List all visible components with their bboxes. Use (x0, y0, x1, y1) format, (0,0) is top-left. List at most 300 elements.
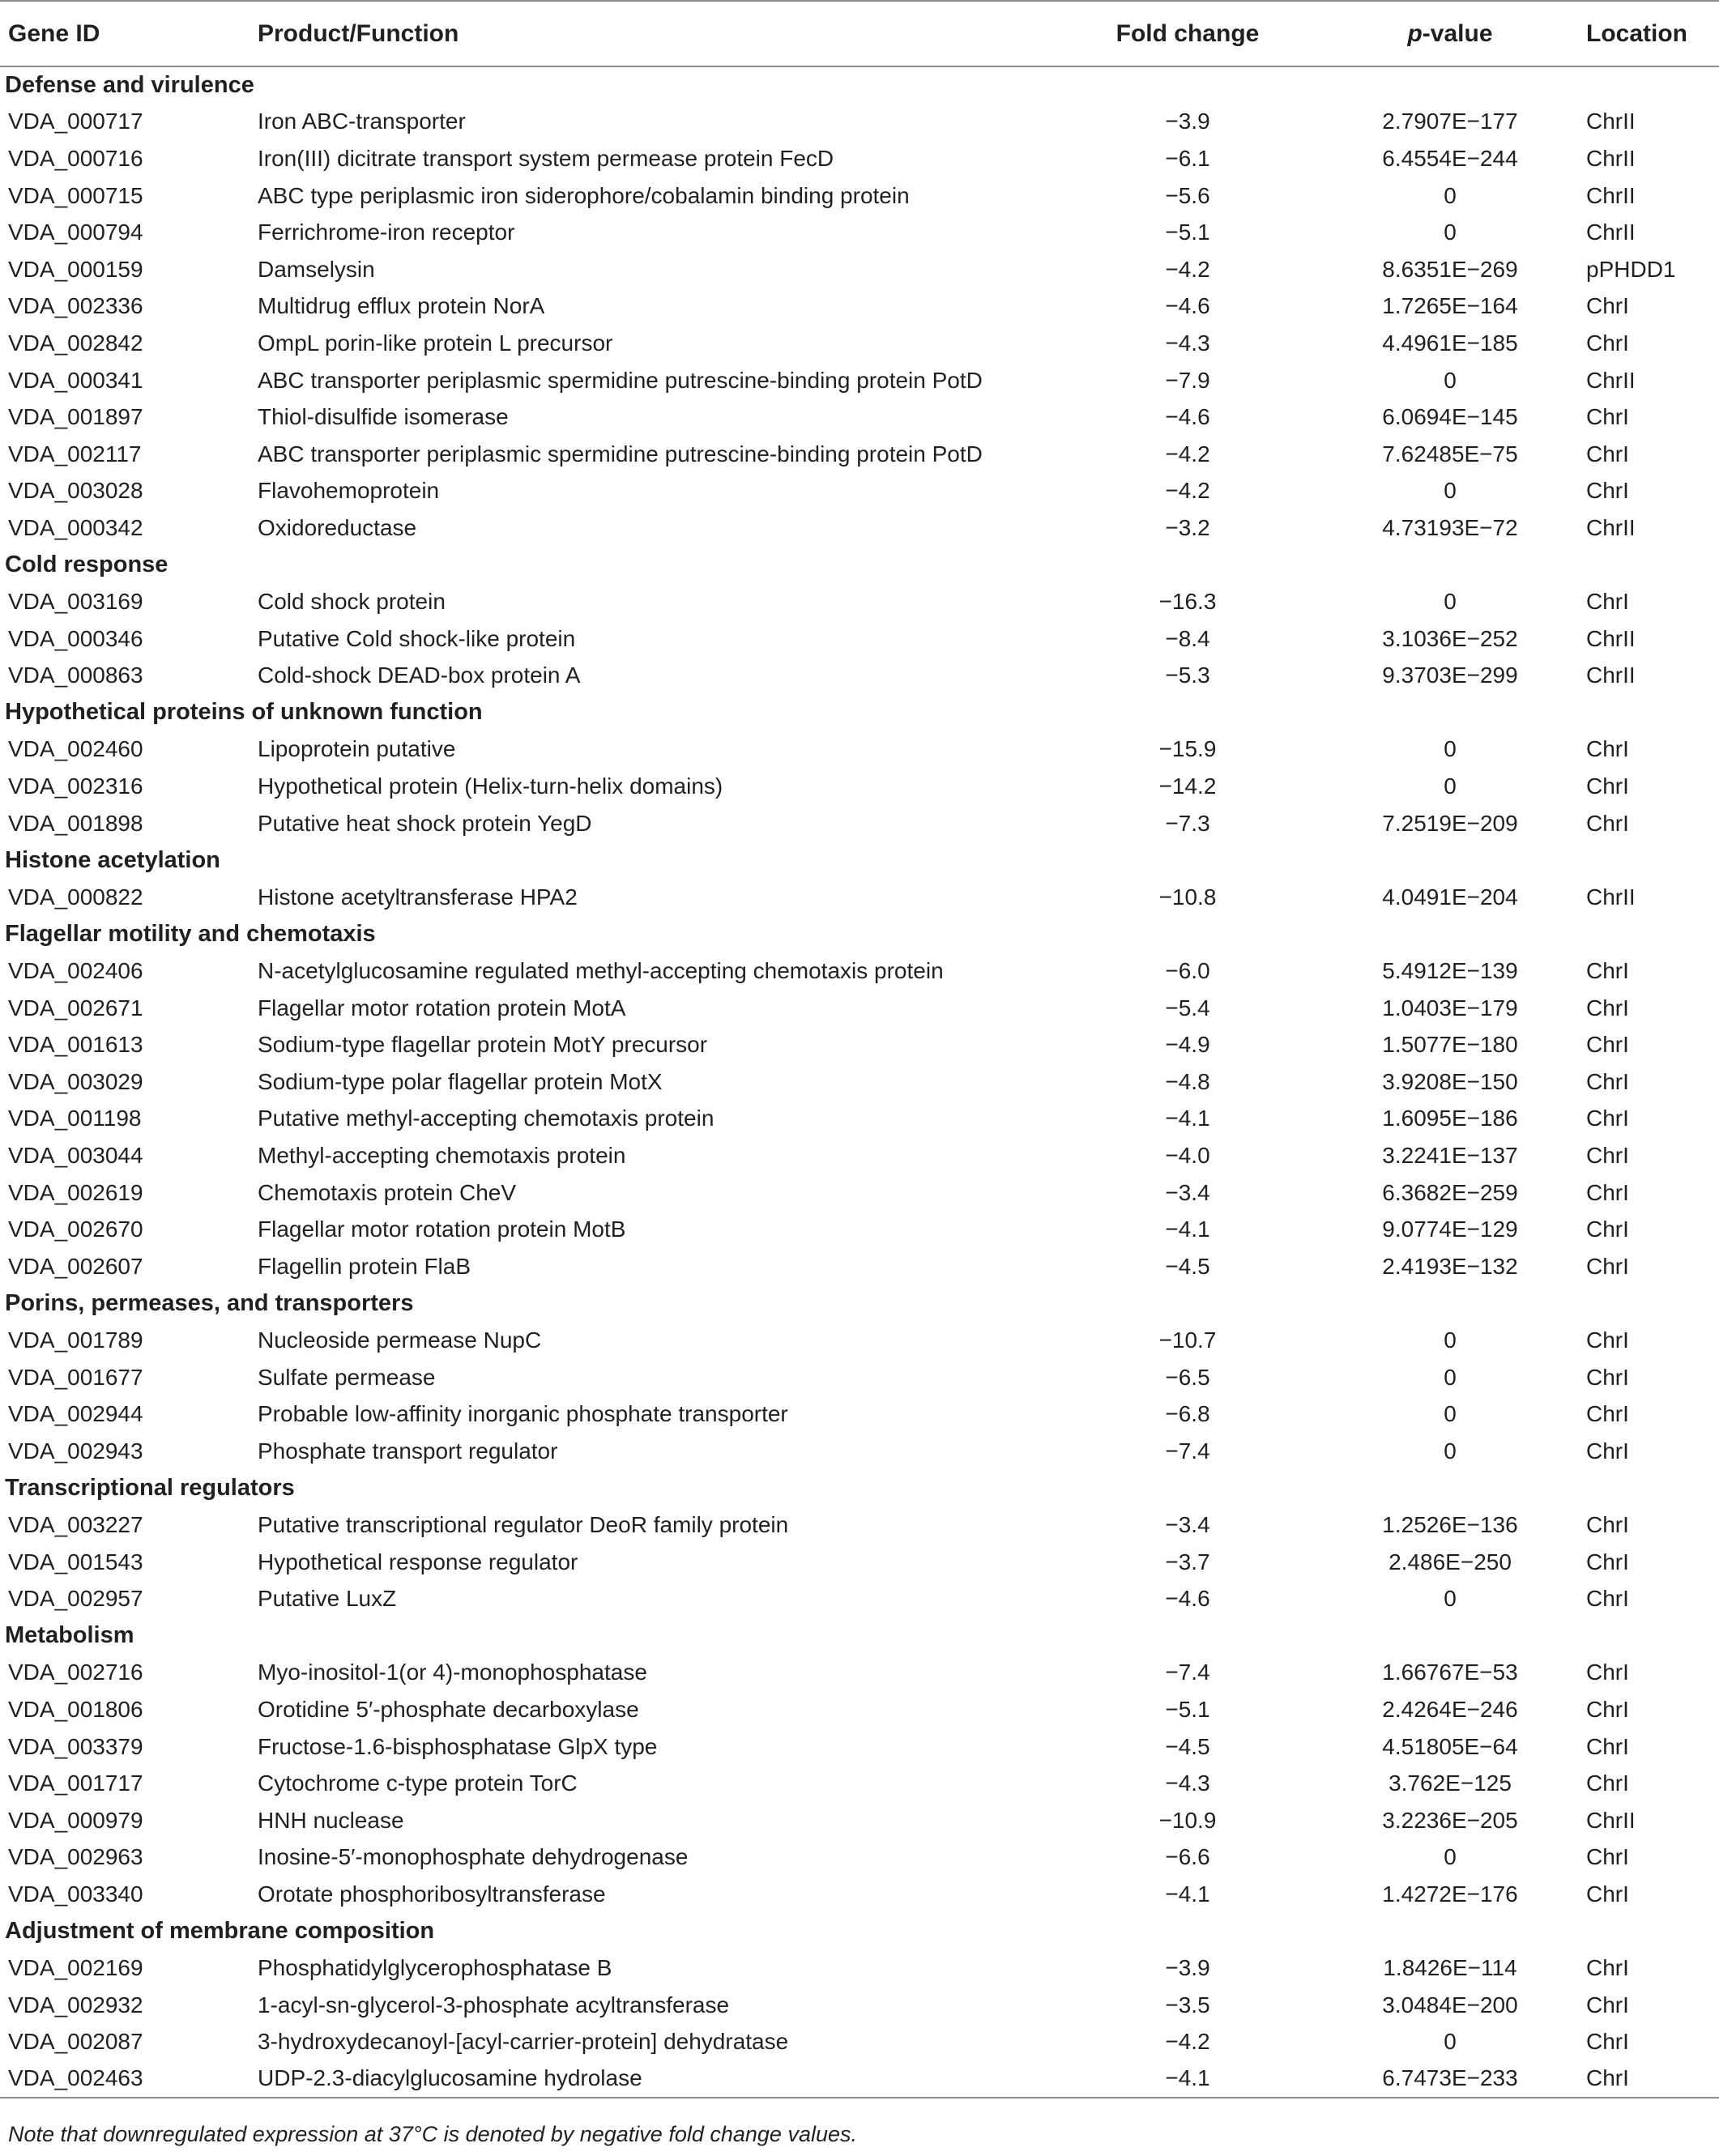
table-row (0, 2023, 1719, 2060)
cell-p-value: 0 (1444, 1586, 1457, 1612)
cell-p-value: 9.0774E−129 (1382, 1216, 1518, 1242)
cell-location: ChrI (1586, 1733, 1629, 1759)
cell-p-value: 3.1036E−252 (1382, 625, 1518, 651)
cell-gene-id: VDA_002460 (8, 736, 143, 762)
cell-location: ChrI (1586, 958, 1629, 984)
cell-location: ChrI (1586, 404, 1629, 430)
cell-product-function: Lipoprotein putative (258, 736, 456, 762)
cell-product-function: Phosphate transport regulator (258, 1438, 558, 1464)
cell-fold-change: −15.9 (1158, 736, 1217, 762)
cell-location: ChrI (1586, 773, 1629, 799)
table-row (0, 1876, 1719, 1913)
cell-p-value: 0 (1444, 773, 1457, 799)
cell-product-function: HNH nuclease (258, 1807, 404, 1833)
cell-gene-id: VDA_000794 (8, 219, 143, 245)
table-row (0, 473, 1719, 510)
table-row (0, 731, 1719, 769)
cell-p-value: 4.51805E−64 (1382, 1733, 1518, 1759)
cell-gene-id: VDA_001789 (8, 1327, 143, 1353)
cell-gene-id: VDA_000716 (8, 145, 143, 171)
table-row (0, 1359, 1719, 1396)
table-row (0, 104, 1719, 141)
cell-location: ChrI (1586, 1511, 1629, 1537)
cell-location: ChrI (1586, 293, 1629, 319)
cell-fold-change: −4.0 (1165, 1143, 1210, 1169)
cell-fold-change: −4.5 (1165, 1733, 1210, 1759)
cell-product-function: ABC type periplasmic iron siderophore/cobalamin binding protein (258, 182, 910, 208)
table-row (0, 1248, 1719, 1285)
cell-product-function: Fructose-1.6-bisphosphatase GlpX type (258, 1733, 658, 1759)
cell-location: ChrII (1586, 514, 1636, 540)
cell-gene-id: VDA_003169 (8, 589, 143, 615)
cell-location: ChrI (1586, 1881, 1629, 1907)
header-location: Location (1580, 1, 1719, 66)
cell-location: ChrI (1586, 1660, 1629, 1685)
cell-p-value: 0 (1444, 589, 1457, 615)
cell-product-function: Flagellar motor rotation protein MotA (258, 995, 626, 1020)
cell-gene-id: VDA_002607 (8, 1253, 143, 1279)
section-row (0, 842, 1719, 879)
cell-p-value: 3.9208E−150 (1382, 1068, 1518, 1094)
cell-fold-change: −3.7 (1165, 1549, 1210, 1574)
cell-product-function: Putative LuxZ (258, 1586, 397, 1612)
cell-fold-change: −4.3 (1165, 1770, 1210, 1796)
section-title: Metabolism (5, 1622, 134, 1649)
cell-p-value: 0 (1444, 736, 1457, 762)
table-row (0, 436, 1719, 473)
cell-fold-change: −4.2 (1165, 441, 1210, 467)
cell-location: ChrI (1586, 995, 1629, 1020)
cell-gene-id: VDA_002670 (8, 1216, 143, 1242)
cell-p-value: 1.66767E−53 (1382, 1660, 1518, 1685)
cell-p-value: 6.0694E−145 (1382, 404, 1518, 430)
cell-fold-change: −4.3 (1165, 330, 1210, 356)
cell-product-function: Multidrug efflux protein NorA (258, 293, 545, 319)
section-row (0, 1913, 1719, 1950)
cell-location: ChrI (1586, 1364, 1629, 1390)
cell-p-value: 1.0403E−179 (1382, 995, 1518, 1020)
cell-p-value: 0 (1444, 182, 1457, 208)
section-title: Adjustment of membrane composition (5, 1917, 435, 1944)
cell-p-value: 2.4193E−132 (1382, 1253, 1518, 1279)
cell-gene-id: VDA_003044 (8, 1143, 143, 1169)
cell-fold-change: −3.4 (1165, 1511, 1210, 1537)
cell-p-value: 1.8426E−114 (1383, 1955, 1517, 1981)
cell-product-function: Cold shock protein (258, 589, 446, 615)
cell-gene-id: VDA_000979 (8, 1807, 143, 1833)
cell-p-value: 0 (1444, 1327, 1457, 1353)
header-p-value-suffix: -value (1422, 19, 1493, 47)
cell-fold-change: −7.4 (1165, 1438, 1210, 1464)
cell-gene-id: VDA_002963 (8, 1844, 143, 1870)
cell-p-value: 3.762E−125 (1388, 1770, 1512, 1796)
table-row (0, 1063, 1719, 1101)
section-title: Histone acetylation (5, 846, 220, 873)
cell-fold-change: −6.8 (1165, 1401, 1210, 1427)
cell-product-function: Cytochrome c-type protein TorC (258, 1770, 578, 1796)
table-row (0, 288, 1719, 326)
cell-product-function: Thiol-disulfide isomerase (258, 404, 509, 430)
cell-gene-id: VDA_002087 (8, 2029, 143, 2055)
cell-product-function: 3-hydroxydecanoyl-[acyl-carrier-protein] dehydratase (258, 2029, 789, 2055)
table-row (0, 509, 1719, 547)
section-row (0, 547, 1719, 584)
cell-fold-change: −5.1 (1165, 219, 1210, 245)
cell-p-value: 4.0491E−204 (1382, 884, 1518, 910)
cell-fold-change: −4.2 (1165, 478, 1210, 504)
table-row (0, 879, 1719, 916)
cell-product-function: Phosphatidylglycerophosphatase B (258, 1955, 612, 1981)
cell-product-function: Iron(III) dicitrate transport system permease protein FecD (258, 145, 834, 171)
cell-fold-change: −4.1 (1165, 1881, 1210, 1907)
cell-gene-id: VDA_003379 (8, 1733, 143, 1759)
cell-p-value: 6.4554E−244 (1382, 145, 1518, 171)
table-row (0, 1655, 1719, 1692)
cell-location: ChrII (1586, 663, 1636, 688)
cell-location: ChrI (1586, 1401, 1629, 1427)
table-row (0, 583, 1719, 620)
cell-p-value: 5.4912E−139 (1382, 958, 1518, 984)
section-row (0, 66, 1719, 104)
cell-p-value: 1.5077E−180 (1382, 1032, 1518, 1058)
cell-p-value: 3.0484E−200 (1382, 1992, 1518, 2018)
table-footnote: Note that downregulated expression at 37°C is denoted by negative fold change values. (8, 2122, 857, 2146)
cell-gene-id: VDA_000342 (8, 514, 143, 540)
cell-p-value: 0 (1444, 2029, 1457, 2055)
cell-product-function: UDP-2.3-diacylglucosamine hydrolase (251, 2060, 1061, 2098)
table-row (0, 1026, 1719, 1063)
cell-gene-id: VDA_001897 (8, 404, 143, 430)
cell-gene-id: VDA_002716 (8, 1660, 143, 1685)
cell-p-value: 7.62485E−75 (1382, 441, 1518, 467)
cell-p-value: 8.6351E−269 (1382, 256, 1518, 282)
cell-fold-change: −6.0 (1165, 958, 1210, 984)
table-row (0, 620, 1719, 658)
cell-gene-id: VDA_000346 (8, 625, 143, 651)
cell-fold-change: −6.5 (1165, 1364, 1210, 1390)
cell-location: ChrII (1586, 219, 1636, 245)
table-row (0, 990, 1719, 1027)
cell-product-function: Orotate phosphoribosyltransferase (258, 1881, 606, 1907)
cell-product-function: Putative heat shock protein YegD (258, 810, 592, 836)
cell-fold-change: −3.9 (1165, 109, 1210, 134)
cell-fold-change: −4.5 (1165, 1253, 1210, 1279)
table-row (0, 1137, 1719, 1174)
cell-fold-change: −7.9 (1165, 367, 1210, 393)
cell-location: ChrII (1586, 1807, 1636, 1833)
header-fold-change: Fold change (1061, 1, 1320, 66)
cell-location: ChrI (1586, 1549, 1629, 1574)
table-header-row (0, 1, 1719, 66)
cell-location: ChrI (1586, 330, 1629, 356)
cell-p-value: 0 (1444, 1401, 1457, 1427)
table-row (0, 768, 1719, 805)
cell-fold-change: −5.3 (1165, 663, 1210, 688)
cell-p-value: 0 (1444, 1844, 1457, 1870)
cell-fold-change: −10.7 (1158, 1327, 1217, 1353)
cell-p-value: 0 (1444, 219, 1457, 245)
cell-product-function: N-acetylglucosamine regulated methyl-accepting chemotaxis protein (258, 958, 944, 984)
section-row (0, 1470, 1719, 1507)
table-row (0, 1839, 1719, 1877)
cell-location: ChrI (1586, 589, 1629, 615)
cell-fold-change: −5.1 (1165, 1696, 1210, 1722)
cell-gene-id: VDA_000715 (8, 182, 143, 208)
cell-gene-id: VDA_002932 (8, 1992, 143, 2018)
cell-fold-change: −8.4 (1165, 625, 1210, 651)
header-p-value (1320, 1, 1580, 66)
cell-gene-id: VDA_001677 (8, 1364, 143, 1390)
cell-fold-change: −6.6 (1165, 1844, 1210, 1870)
cell-fold-change: −5.4 (1165, 995, 1210, 1020)
table-row (0, 325, 1719, 362)
cell-p-value: 0 (1444, 1438, 1457, 1464)
table-row (0, 1580, 1719, 1617)
cell-fold-change: −10.8 (1158, 884, 1217, 910)
cell-product-function: Histone acetyltransferase HPA2 (258, 884, 578, 910)
cell-product-function: Iron ABC-transporter (258, 109, 466, 134)
table-row (0, 398, 1719, 436)
cell-gene-id: VDA_003028 (8, 478, 143, 504)
table-row (0, 1322, 1719, 1359)
cell-p-value: 3.2236E−205 (1382, 1807, 1518, 1833)
cell-gene-id: VDA_002957 (8, 1586, 143, 1612)
cell-fold-change: −3.4 (1165, 1179, 1210, 1205)
cell-p-value: 0 (1444, 367, 1457, 393)
cell-fold-change: −4.6 (1165, 1586, 1210, 1612)
cell-gene-id: VDA_002336 (8, 293, 143, 319)
cell-fold-change: −7.3 (1165, 810, 1210, 836)
cell-gene-id: VDA_001543 (8, 1549, 143, 1574)
section-title: Transcriptional regulators (5, 1474, 295, 1501)
cell-location: ChrII (1586, 625, 1636, 651)
cell-p-value: 9.3703E−299 (1382, 663, 1518, 688)
cell-product-function: Putative methyl-accepting chemotaxis protein (258, 1106, 714, 1131)
table-row (0, 2060, 1719, 2098)
cell-gene-id: VDA_001806 (8, 1696, 143, 1722)
cell-gene-id: VDA_003227 (8, 1511, 143, 1537)
cell-p-value: 0 (1444, 1364, 1457, 1390)
cell-product-function: Probable low-affinity inorganic phosphate transporter (258, 1401, 788, 1427)
table-row (0, 1987, 1719, 2024)
section-row (0, 694, 1719, 731)
cell-location: ChrI (1586, 1438, 1629, 1464)
cell-location: ChrI (1586, 810, 1629, 836)
section-title: Defense and virulence (5, 71, 254, 98)
cell-p-value: 7.2519E−209 (1382, 810, 1518, 836)
cell-location: ChrI (1586, 1143, 1629, 1169)
table-row (0, 1544, 1719, 1581)
cell-product-function: Ferrichrome-iron receptor (258, 219, 515, 245)
cell-product-function: Oxidoreductase (258, 514, 417, 540)
cell-gene-id: VDA_001613 (8, 1032, 143, 1058)
cell-gene-id: VDA_003029 (8, 1068, 143, 1094)
cell-fold-change: −14.2 (1158, 773, 1217, 799)
cell-gene-id: VDA_000159 (8, 256, 143, 282)
cell-location: ChrI (1586, 1696, 1629, 1722)
cell-product-function: Hypothetical protein (Helix-turn-helix domains) (258, 773, 723, 799)
table-row (0, 177, 1719, 215)
header-p-value-italic: p (1407, 19, 1423, 47)
cell-location: ChrII (1586, 109, 1636, 134)
cell-fold-change: −10.9 (1158, 1807, 1217, 1833)
table-row (0, 1433, 1719, 1470)
cell-gene-id: VDA_001198 (8, 1106, 142, 1131)
cell-gene-id: VDA_002169 (8, 1955, 143, 1981)
cell-p-value: 4.73193E−72 (1382, 514, 1518, 540)
cell-fold-change: −4.2 (1165, 2029, 1210, 2055)
section-title: Flagellar motility and chemotaxis (5, 920, 376, 947)
cell-fold-change: −3.9 (1165, 1955, 1210, 1981)
cell-product-function: Orotidine 5′-phosphate decarboxylase (258, 1696, 639, 1722)
cell-location: ChrI (1586, 2029, 1629, 2055)
table-row (0, 1691, 1719, 1728)
cell-location: ChrI (1586, 1253, 1629, 1279)
table-row (0, 1802, 1719, 1839)
cell-fold-change: −4.1 (1165, 1216, 1210, 1242)
cell-location: ChrII (1586, 367, 1636, 393)
cell-fold-change: −16.3 (1158, 589, 1217, 615)
table-row (0, 1174, 1719, 1212)
table-row (0, 1211, 1719, 1248)
cell-product-function: ABC transporter periplasmic spermidine putrescine-binding protein PotD (258, 441, 983, 467)
header-gene-id: Gene ID (0, 1, 251, 66)
cell-p-value: 2.7907E−177 (1382, 109, 1518, 134)
header-product-function: Product/Function (251, 1, 1061, 66)
table-row (0, 140, 1719, 177)
cell-product-function: Sodium-type flagellar protein MotY precursor (258, 1032, 708, 1058)
cell-fold-change: −4.6 (1165, 293, 1210, 319)
cell-fold-change: −4.1 (1165, 1106, 1210, 1131)
cell-location: ChrI (1580, 2060, 1719, 2098)
cell-product-function: ABC transporter periplasmic spermidine putrescine-binding protein PotD (258, 367, 983, 393)
section-row (0, 1285, 1719, 1323)
cell-location: ChrI (1586, 1992, 1629, 2018)
cell-product-function: Putative transcriptional regulator DeoR family protein (258, 1511, 789, 1537)
cell-p-value: 1.7265E−164 (1382, 293, 1518, 319)
cell-product-function: Flagellin protein FlaB (258, 1253, 471, 1279)
cell-location: pPHDD1 (1586, 256, 1676, 282)
cell-location: ChrI (1586, 1106, 1629, 1131)
cell-p-value: 6.7473E−233 (1320, 2060, 1580, 2098)
cell-p-value: 1.4272E−176 (1382, 1881, 1518, 1907)
cell-fold-change: −4.6 (1165, 404, 1210, 430)
table-row (0, 658, 1719, 695)
cell-gene-id: VDA_002842 (8, 330, 143, 356)
cell-p-value: 2.486E−250 (1388, 1549, 1512, 1574)
cell-gene-id: VDA_001898 (8, 810, 143, 836)
table-row (0, 1101, 1719, 1138)
cell-gene-id: VDA_002619 (8, 1179, 143, 1205)
cell-gene-id: VDA_000717 (8, 109, 143, 134)
cell-product-function: Putative Cold shock-like protein (258, 625, 576, 651)
table-row (0, 1728, 1719, 1766)
cell-fold-change: −3.2 (1165, 514, 1210, 540)
section-row (0, 916, 1719, 953)
cell-product-function: Hypothetical response regulator (258, 1549, 578, 1574)
cell-gene-id: VDA_002406 (8, 958, 143, 984)
cell-gene-id: VDA_003340 (8, 1881, 143, 1907)
table-row (0, 214, 1719, 251)
cell-gene-id: VDA_002943 (8, 1438, 143, 1464)
cell-p-value: 1.6095E−186 (1382, 1106, 1518, 1131)
cell-fold-change: −4.8 (1165, 1068, 1210, 1094)
table-row (0, 251, 1719, 288)
cell-fold-change: −5.6 (1165, 182, 1210, 208)
cell-location: ChrII (1586, 145, 1636, 171)
cell-product-function: 1-acyl-sn-glycerol-3-phosphate acyltransferase (258, 1992, 730, 2018)
cell-location: ChrI (1586, 478, 1629, 504)
table-row (0, 1395, 1719, 1433)
cell-p-value: 2.4264E−246 (1382, 1696, 1518, 1722)
cell-gene-id: VDA_002316 (8, 773, 143, 799)
cell-location: ChrI (1586, 1844, 1629, 1870)
cell-p-value: 3.2241E−137 (1382, 1143, 1518, 1169)
section-title: Porins, permeases, and transporters (5, 1289, 414, 1316)
cell-gene-id: VDA_002671 (8, 995, 143, 1020)
cell-p-value: 4.4961E−185 (1382, 330, 1518, 356)
cell-product-function: OmpL porin-like protein L precursor (258, 330, 613, 356)
cell-gene-id: VDA_000822 (8, 884, 143, 910)
cell-location: ChrI (1586, 1032, 1629, 1058)
cell-location: ChrI (1586, 1327, 1629, 1353)
cell-location: ChrI (1586, 1216, 1629, 1242)
cell-product-function: Chemotaxis protein CheV (258, 1179, 517, 1205)
cell-gene-id: VDA_000863 (8, 663, 143, 688)
cell-product-function: Myo-inositol-1(or 4)-monophosphatase (258, 1660, 647, 1685)
cell-fold-change: −4.2 (1165, 256, 1210, 282)
table-body (0, 66, 1719, 2098)
cell-gene-id: VDA_001717 (8, 1770, 143, 1796)
cell-location: ChrI (1586, 1770, 1629, 1796)
cell-location: ChrI (1586, 736, 1629, 762)
cell-p-value: 1.2526E−136 (1382, 1511, 1518, 1537)
cell-location: ChrII (1586, 182, 1636, 208)
cell-product-function: Cold-shock DEAD-box protein A (258, 663, 581, 688)
cell-location: ChrI (1586, 1955, 1629, 1981)
cell-location: ChrI (1586, 441, 1629, 467)
cell-gene-id: VDA_002944 (8, 1401, 143, 1427)
cell-product-function: Sodium-type polar flagellar protein MotX (258, 1068, 663, 1094)
cell-product-function: Inosine-5′-monophosphate dehydrogenase (258, 1844, 689, 1870)
cell-product-function: Methyl-accepting chemotaxis protein (258, 1143, 626, 1169)
cell-p-value: 0 (1444, 478, 1457, 504)
section-title: Cold response (5, 552, 168, 578)
table-row (0, 1765, 1719, 1802)
cell-gene-id: VDA_002117 (8, 441, 142, 467)
cell-fold-change: −3.5 (1165, 1992, 1210, 2018)
section-title: Hypothetical proteins of unknown function (5, 699, 483, 726)
cell-fold-change: −7.4 (1165, 1660, 1210, 1685)
cell-product-function: Damselysin (258, 256, 375, 282)
section-row (0, 1617, 1719, 1655)
table-row (0, 952, 1719, 990)
cell-fold-change: −6.1 (1165, 145, 1210, 171)
table-row (0, 805, 1719, 842)
cell-p-value: 6.3682E−259 (1382, 1179, 1518, 1205)
cell-fold-change: −4.1 (1061, 2060, 1320, 2098)
table-row (0, 362, 1719, 399)
cell-product-function: Flagellar motor rotation protein MotB (258, 1216, 626, 1242)
cell-product-function: Nucleoside permease NupC (258, 1327, 542, 1353)
cell-location: ChrII (1586, 884, 1636, 910)
cell-fold-change: −4.9 (1165, 1032, 1210, 1058)
cell-location: ChrI (1586, 1586, 1629, 1612)
table-row (0, 1506, 1719, 1544)
cell-location: ChrI (1586, 1179, 1629, 1205)
cell-gene-id: VDA_000341 (8, 367, 143, 393)
cell-product-function: Sulfate permease (258, 1364, 436, 1390)
